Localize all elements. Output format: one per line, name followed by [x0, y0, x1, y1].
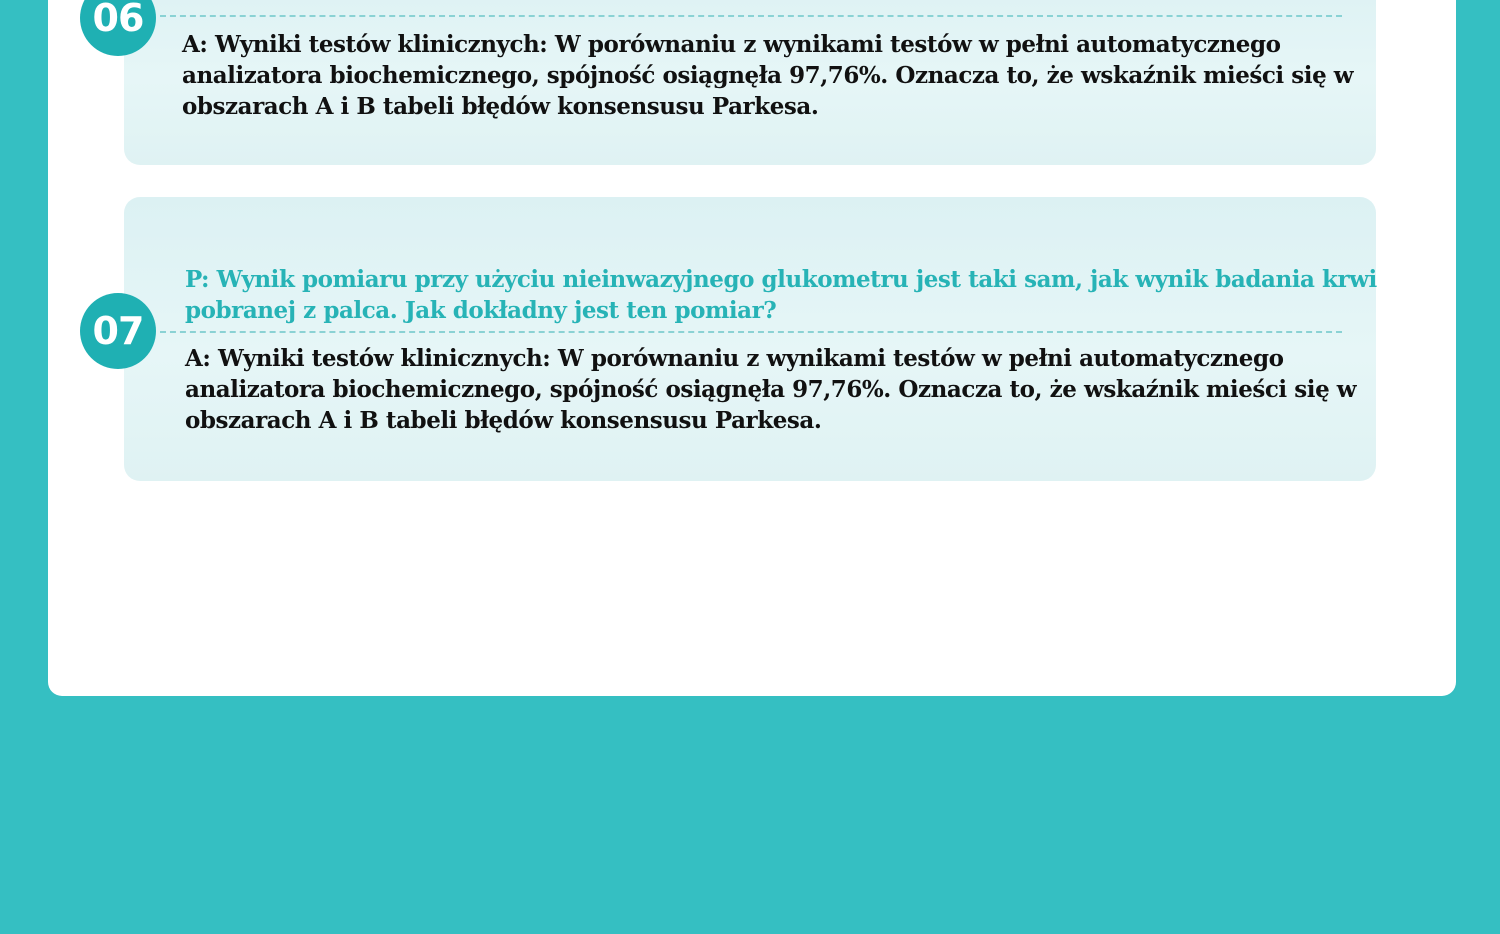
question-07: [185, 264, 1377, 326]
answer-06: [182, 29, 1353, 122]
question-07-line-1: P: Wynik pomiaru przy użyciu nieinwazyjnego glukometru jest taki sam, jak wynik badania krwi: [185, 266, 1377, 293]
answer-07-line-2: analizatora biochemicznego, spójność osiągnęła 97,76%. Oznacza to, że wskaźnik mieści się w: [185, 376, 1357, 403]
answer-07-line-3: obszarach A i B tabeli błędów konsensusu Parkesa.: [185, 407, 822, 434]
question-07-line-2: pobranej z palca. Jak dokładny jest ten pomiar?: [185, 297, 777, 324]
item-number-badge-06: 06: [80, 0, 156, 56]
answer-06-line-1: A: Wyniki testów klinicznych: W porównaniu z wynikami testów w pełni automatycznego: [182, 31, 1281, 58]
item-number-badge-07: 07: [80, 293, 156, 369]
answer-06-line-3: obszarach A i B tabeli błędów konsensusu Parkesa.: [182, 93, 819, 120]
dashed-divider-06: [160, 15, 1342, 17]
answer-06-line-2: analizatora biochemicznego, spójność osiągnęła 97,76%. Oznacza to, że wskaźnik mieści się w: [182, 62, 1354, 89]
answer-07-line-1: A: Wyniki testów klinicznych: W porównaniu z wynikami testów w pełni automatycznego: [185, 345, 1284, 372]
answer-07: [185, 343, 1356, 436]
faq-card-07: [124, 197, 1376, 481]
dashed-divider-07: [160, 331, 1342, 333]
